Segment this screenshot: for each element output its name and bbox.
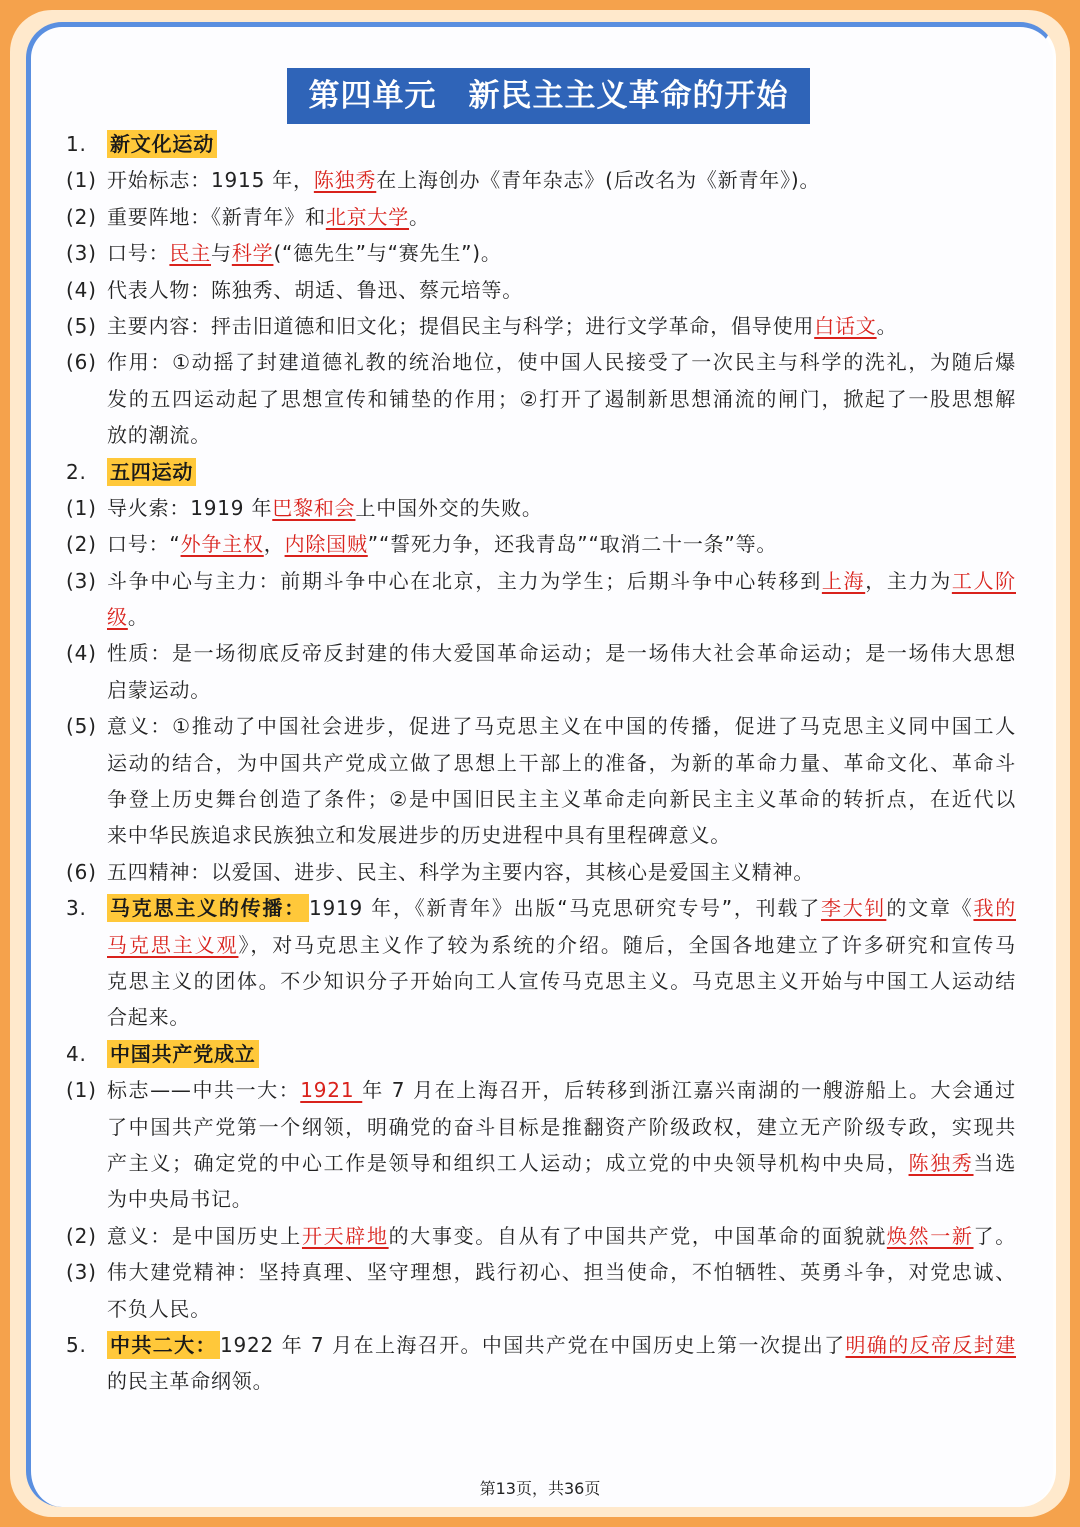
key-term: 我的 [973,896,1017,921]
item-number: (2) [66,204,97,229]
text-line [66,1254,1016,1290]
text-line [66,817,1016,853]
line-text [107,927,1016,963]
text-segment: 来中华民族追求民族独立和发展进步的历史进程中具有里程碑意义。 [107,823,731,848]
line-text [107,308,897,344]
text-line [66,344,1016,380]
text-segment: 上中国外交的失败。 [355,495,543,520]
key-term: 焕然一新 [886,1223,974,1248]
item-number: 5. [66,1332,87,1357]
item-number: (6) [66,859,97,884]
line-text [107,817,731,853]
text-segment: ， [263,532,285,557]
text-segment: 意义：是中国历史上 [107,1223,302,1248]
text-segment: 。 [127,605,149,630]
text-segment: 合起来。 [107,1005,191,1030]
text-line [66,563,1016,599]
key-term: 工人阶 [951,568,1016,593]
text-segment: 产主义；确定党的中心工作是领导和组织工人运动；成立党的中央领导机构中央局， [107,1150,909,1175]
item-number: (1) [66,168,97,193]
text-segment: 启蒙运动。 [107,677,211,702]
text-line [66,272,1016,308]
text-line [66,490,1016,526]
text-segment: 口号： [107,241,170,266]
page-number: 第13页，共36页 [479,1479,601,1498]
line-text [107,272,523,308]
key-term: 上海 [821,568,866,593]
line-text [107,890,1016,926]
item-number: (1) [66,495,97,520]
text-segment: 性质：是一场彻底反帝反封建的伟大爱国革命运动；是一场伟大社会革命运动；是一场伟大思想 [107,641,1016,666]
key-term: 明确的反帝反封建 [845,1332,1016,1357]
item-number: (3) [66,568,97,593]
item-number: (2) [66,1223,97,1248]
text-segment: 争登上历史舞台创造了条件；②是中国旧民主主义革命走向新民主主义革命的转折点，在近代以 [107,787,1016,812]
key-term: 1921 [300,1078,363,1103]
line-text [107,235,502,271]
line-text [107,1109,1016,1145]
text-line [66,308,1016,344]
text-line [66,1181,1016,1217]
text-line [66,162,1016,198]
text-segment: 1919 年，《新青年》出版“马克思研究专号”，刊载了 [308,896,821,921]
text-segment: 了。 [973,1223,1016,1248]
section-heading-line [66,1036,1016,1072]
text-segment: 1922 年 7 月在上海召开。中国共产党在中国历史上第一次提出了 [219,1332,846,1357]
text-segment: 标志——中共一大： [107,1078,301,1103]
text-segment: 与 [211,241,232,266]
line-text [107,1072,1016,1108]
text-line [66,963,1016,999]
line-text [107,781,1016,817]
line-text [107,599,149,635]
line-text [107,563,1016,599]
line-text [107,381,1016,417]
key-term: 级 [107,605,128,630]
text-segment: 五四精神：以爱国、进步、民主、科学为主要内容，其核心是爱国主义精神。 [107,859,815,884]
item-number: (2) [66,532,97,557]
item-number: 1. [66,132,87,156]
line-text [107,672,211,708]
text-segment: 运动的结合，为中国共产党成立做了思想上干部上的准备，为新的革命力量、革命文化、革命斗 [107,750,1016,775]
text-line [66,1072,1016,1108]
line-text [107,417,211,453]
text-line [66,526,1016,562]
highlighted-heading: 中国共产党成立 [107,1040,259,1068]
text-segment: 放的潮流。 [107,423,211,448]
text-segment: 口号：“ [107,532,181,557]
key-term: 开天辟地 [301,1223,389,1248]
section-heading-line [66,126,1016,162]
item-number: 2. [66,459,87,484]
text-segment: 重要阵地：《新青年》和 [107,204,326,229]
text-segment: 的文章《 [886,896,974,921]
text-line [66,417,1016,453]
line-text [107,1291,211,1327]
section-heading-line [66,454,1016,490]
line-text [107,1218,1016,1254]
text-segment: 年 7 月在上海召开，后转移到浙江嘉兴南湖的一艘游船上。大会通过 [362,1078,1016,1103]
item-number: (6) [66,350,97,375]
line-text [107,854,814,890]
line-text [107,1181,253,1217]
notes-content [66,126,1016,1400]
text-segment: 作用：①动摇了封建道德礼教的统治地位，使中国人民接受了一次民主与科学的洗礼，为随后爆 [107,350,1016,375]
text-segment: 。 [409,204,430,229]
line-text [107,708,1016,744]
line-text [107,1363,273,1399]
text-line [66,927,1016,963]
line-text [107,526,777,562]
text-line [66,1109,1016,1145]
text-line [66,381,1016,417]
item-number: 3. [66,896,87,921]
key-term: 陈独秀 [908,1150,974,1175]
text-segment: 了中国共产党第一个纲领，明确党的奋斗目标是推翻资产阶级政权，建立无产阶级专政，实现共 [107,1114,1016,1139]
line-text [107,1327,1016,1363]
key-term: 北京大学 [325,204,410,229]
item-number: (4) [66,641,97,666]
text-segment: 代表人物：陈独秀、胡适、鲁迅、蔡元培等。 [107,277,523,302]
text-line [66,999,1016,1035]
line-text [107,162,820,198]
section-heading-line [66,890,1016,926]
text-segment: 伟大建党精神：坚持真理、坚守理想，践行初心、担当使命，不怕牺牲、英勇斗争，对党忠诚、 [107,1260,1016,1285]
line-text [107,999,190,1035]
text-segment: 开始标志：1915 年， [107,168,314,193]
text-segment: 斗争中心与主力：前期斗争中心在北京，主力为学生；后期斗争中心转移到 [107,568,822,593]
line-text [107,745,1016,781]
unit-title: 第四单元 新民主主义革命的开始 [287,68,810,124]
text-segment: 不负人民。 [107,1296,211,1321]
key-term: 马克思主义观 [107,932,239,957]
text-line [66,708,1016,744]
item-number: (3) [66,1260,97,1285]
key-term: 外争主权 [180,532,264,557]
line-text [107,1254,1016,1290]
highlighted-heading: 新文化运动 [107,130,217,158]
text-segment: 发的五四运动起了思想宣传和铺垫的作用；②打开了遏制新思想涌流的闸门，掀起了一股思想解 [107,386,1016,411]
key-term: 民主 [169,241,212,266]
key-term: 白话文 [814,313,877,338]
text-segment: 当选 [973,1150,1016,1175]
text-line [66,235,1016,271]
text-segment: 为中央局书记。 [107,1187,253,1212]
item-number: (1) [66,1078,97,1103]
key-term: 巴黎和会 [272,495,356,520]
highlighted-heading: 中共二大： [107,1331,220,1359]
line-text [107,963,1016,999]
text-line [66,672,1016,708]
line-text [107,344,1016,380]
text-line [66,1363,1016,1399]
line-text [107,490,543,526]
item-number: (5) [66,313,97,338]
text-segment: 意义：①推动了中国社会进步，促进了马克思主义在中国的传播，促进了马克思主义同中国工人 [107,714,1016,739]
item-number: (4) [66,277,97,302]
line-text [107,1145,1016,1181]
text-line [66,745,1016,781]
item-number: (5) [66,714,97,739]
text-line [66,635,1016,671]
highlighted-heading: 五四运动 [107,458,196,486]
text-line [66,599,1016,635]
text-line [66,1145,1016,1181]
text-segment: 克思主义的团体。不少知识分子开始向工人宣传马克思主义。马克思主义开始与中国工人运动结 [107,968,1016,993]
text-segment: 主要内容：抨击旧道德和旧文化；提倡民主与科学；进行文学革命，倡导使用 [107,313,815,338]
key-term: 内除国贼 [284,532,368,557]
text-segment: (“德先生”与“赛先生”)。 [273,241,502,266]
item-number: (3) [66,241,97,266]
text-line [66,781,1016,817]
text-segment: 导火索：1919 年 [107,495,273,520]
key-term: 科学 [231,241,274,266]
highlighted-heading: 马克思主义的传播： [107,894,309,922]
text-segment: 。 [876,313,898,338]
text-segment: 的大事变。自从有了中国共产党，中国革命的面貌就 [388,1223,887,1248]
line-text [107,199,430,235]
text-segment: 在上海创办《青年杂志》(后改名为《新青年》)。 [376,168,821,193]
item-number: 4. [66,1041,87,1066]
line-text [107,635,1016,671]
text-line [66,854,1016,890]
key-term: 陈独秀 [313,168,377,193]
text-segment: 》，对马克思主义作了较为系统的介绍。随后，全国各地建立了许多研究和宣传马 [238,932,1016,957]
text-line [66,1291,1016,1327]
text-segment: 的民主革命纲领。 [107,1369,274,1394]
text-line [66,1218,1016,1254]
text-line [66,199,1016,235]
line-text [107,454,196,490]
line-text [107,1036,259,1072]
text-segment: ，主力为 [865,568,952,593]
section-heading-line [66,1327,1016,1363]
key-term: 李大钊 [821,896,887,921]
line-text [107,126,217,162]
text-segment: ”“誓死力争，还我青岛”“取消二十一条”等。 [367,532,778,557]
